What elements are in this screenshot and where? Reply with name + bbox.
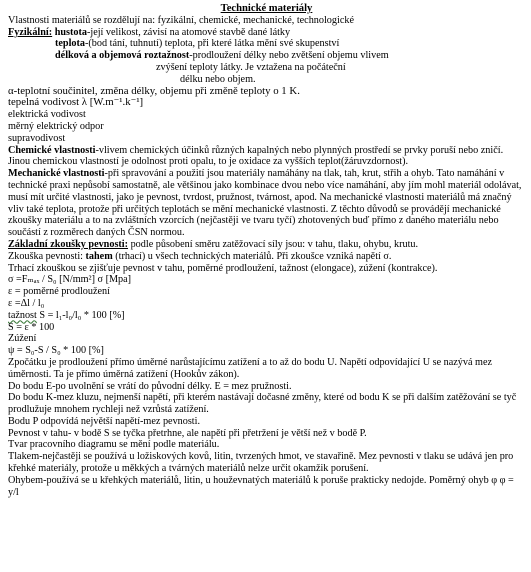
elektricka-line: elektrická vodivost [8,109,86,121]
hustota-text: -její velikost, závisí na atomové stavbě dané látky [86,26,291,38]
trhaci-line: Trhací zkouškou se zjišťuje pevnost v tahu, poměrné prodloužení, tažnost (elongace), zúžení (kontrakce). [8,262,438,274]
delkova-line-3: délku nebo objem. [180,73,256,85]
document-title: Technické materiály [220,3,313,14]
sigma-formula: σ =Fₘₐₓ / S₀ [N/mm²] σ [Mpa] [8,274,132,286]
tepelna-line: tepelná vodivost λ [W.m⁻¹.k⁻¹] [8,96,144,109]
chemicke-text: -vlivem chemických účinků různých kapalných nebo plynných prostředí se prvky poruší nebo zničí. Jinou chemickou vlastností je odolnost proti opalu, to je oxidace za vyšších teplot(žáruvzdornost). [8,144,504,168]
teplota-label: teplota [55,38,85,50]
epsilon-definition: ε = poměrné prodloužení [8,286,110,298]
epsilon-formula: ε =Δl / l₀ [8,297,45,309]
mechanicke-label: Mechanické vlastnosti [8,168,105,180]
zkouska-tahem-a: Zkouška pevnosti: [8,250,86,262]
taznost-formula [8,310,525,322]
hustota-label: hustota [54,26,87,38]
ohybem-paragraph: Ohybem-používá se u křehkých materiálů, litin, u houževnatých materiálů k poruše prakticky nedojde. Poměrný ohyb φ φ = y/l [8,474,514,498]
tvar-diagramu-line: Tvar pracovního diagramu se mění podle materiálu. [8,439,220,451]
taznost-expr: S = l₁-l₀/l₀ * 100 [%] [36,309,125,321]
zkouska-tahem-line [8,251,525,263]
zkouska-tahem-b: tahem [85,250,113,262]
mechanicke-text: -při spravování a použití jsou materiály namáhány na tlak, tah, krut, střih a ohyb. Tato namáhání v technické praxi nepůsobí samostatně, ale většinou jako kombinace dvou nebo více namáhání, aby jím mohl materiál odolávat, musí mít určité vlastnosti, jako je pevnost, tvrdost, pružnost, tvárnost, apod. Na mechanické vlastnosti materiálů má značný vliv také teplota, protože při určitých teplotách se mění mechanické vlastnosti. Z těchto důvodů se provádějí mechanické zkoušky materiálu a to na zvláštních vzorcích (nejčastěji ve tvaru tyčí) zhotovených buď přímo z daného materiálu nebo součástí z rozměrech daných ČSN normou. [8,168,522,239]
psi-formula: ψ = S₀-S / S₀ * 100 [%] [8,345,104,357]
delkova-line [8,50,525,62]
alpha-line: α-teplotní součinitel, změna délky, objemu při změně teploty o 1 K. [8,84,300,97]
chemicke-paragraph [8,145,525,169]
delkova-text: -prodloužení délky nebo zvětšení objemu vlivem [189,50,389,62]
pevnost-tahu-line: Pevnost v tahu- v bodě S se tyčka přetrhne, ale napětí při přetržení je větší než v bodě P. [8,427,367,439]
zakladni-label: Základní zkoušky pevnosti: [8,238,129,250]
bod-k-paragraph: Do bodu K-mez kluzu, nejmenší napětí, při kterém nastávají dočasné změny, které od bodu K se při dalším zatěžování se tyč prodlužuje mnohem rychleji než vzrůstá zatížení. [8,392,517,416]
fyzikalni-label: Fyzikální: [8,26,53,38]
mechanicke-paragraph [8,168,525,239]
fyzikalni-line [8,27,525,39]
delkova-line-2: zvýšení teploty látky. Je vztažena na počáteční [156,61,346,73]
taznost-label: tažnost [8,309,37,321]
bod-p-line: Bodu P odpovídá největší napětí-mez pevnosti. [8,415,201,427]
delkova-label: délková a objemová roztažnost [55,50,190,62]
bod-e-line: Do bodu E-po uvolnění se vrátí do původní délky. E = mez pružnosti. [8,380,292,392]
chemicke-label: Chemické vlastnosti [8,144,96,156]
supra-line: supravodivost [8,132,66,144]
zakladni-line [8,239,525,251]
intro-line: Vlastnosti materiálů se rozdělují na: fyzikální, chemické, mechanické, technologické [8,14,354,26]
tlakem-paragraph: Tlakem-nejčastěji se používá u ložiskových kovů, litin, tvrzených hmot, ve stavařině. Mez pevnosti v tlaku se udává jen pro křehké materiály, protože u měkkých a tvárných materiálů nelze určit okamžik porušení. [8,451,514,475]
merny-line: měrný elektrický odpor [8,120,104,132]
zakladni-text: podle působení směru zatěžovací síly jsou: v tahu, tlaku, ohybu, krutu. [128,238,419,250]
s-epsilon-formula: S = ε * 100 [8,321,55,333]
zkouska-tahem-c: (trhací) u všech technických materiálů. Při zkoušce vzniká napětí σ. [112,250,392,262]
teplota-text: -(bod tání, tuhnutí) teplota, při které látka mění své skupenství [85,38,340,50]
zuzeni-label: Zúžení [8,333,37,345]
zpocatku-paragraph: Zpočátku je prodloužení přímo úměrné narůstajícímu zatížení a to až do bodu U. Napětí odpovídající U se nazývá mez úměrnosti. Ta je přímo úměrná zatížení (Hookův zákon). [8,356,493,380]
teplota-line [8,38,525,50]
